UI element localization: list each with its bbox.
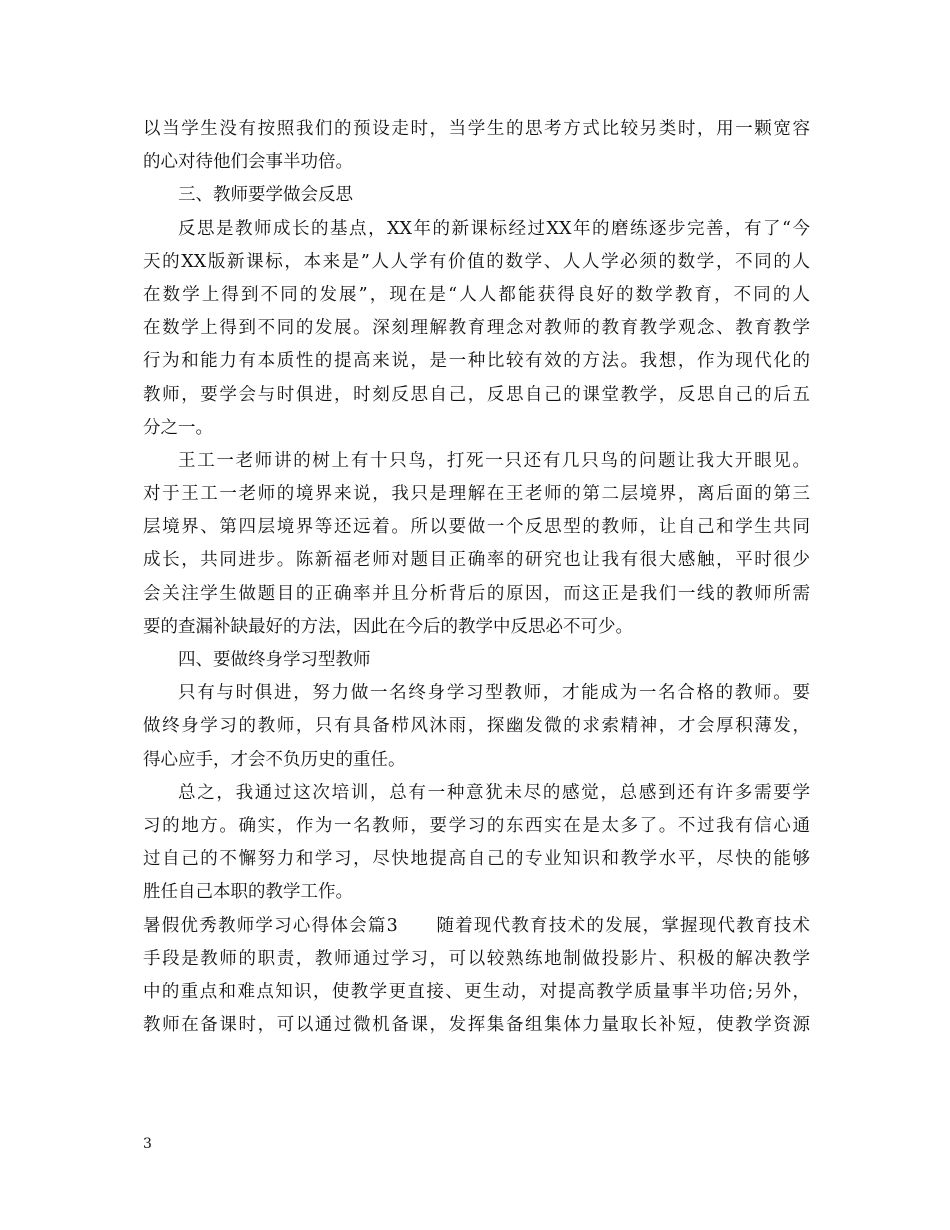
text-line: 天的XX版新课标，本来是”人人学有价值的数学、人人学必须的数学，不同的人: [143, 251, 810, 272]
text-line: 在数学上得到不同的发展”，现在是“人人都能获得良好的数学教育，不同的人: [143, 284, 810, 305]
text-line: 做终身学习的教师，只有具备栉风沐雨，探幽发微的求索精神，才会厚积薄发，: [143, 716, 810, 737]
text-line: 四、要做终身学习型教师: [178, 650, 371, 670]
text-line: 层境界、第四层境界等还远着。所以要做一个反思型的教师，让自己和学生共同: [143, 517, 810, 538]
text-line: 会关注学生做题目的正确率并且分析背后的原因，而这正是我们一线的教师所需: [143, 583, 810, 604]
text-line: 中的重点和难点知识，使教学更直接、更生动，对提高教学质量事半功倍;另外，: [143, 981, 810, 1002]
text-line: 教师在备课时，可以通过微机备课，发挥集备组集体力量取长补短，使教学资源: [143, 1015, 810, 1036]
text-line: 成长，共同进步。陈新福老师对题目正确率的研究也让我有很大感触，平时很少: [143, 550, 810, 571]
text-line: 行为和能力有本质性的提高来说，是一种比较有效的方法。我想，作为现代化的: [143, 351, 810, 372]
text-line: 总之，我通过这次培训，总有一种意犹未尽的感觉，总感到还有许多需要学: [178, 782, 810, 803]
text-line: 对于王工一老师的境界来说，我只是理解在王老师的第二层境界，离后面的第三: [143, 484, 810, 505]
text-line: 手段是教师的职责，教师通过学习，可以较熟练地制做投影片、积极的解决教学: [143, 948, 810, 969]
text-line: 反思是教师成长的基点，XX年的新课标经过XX年的磨练逐步完善，有了“今: [178, 218, 810, 239]
text-line: 暑假优秀教师学习心得体会篇3 随着现代教育技术的发展，掌握现代教育技术: [143, 915, 810, 936]
text-line: 胜任自己本职的教学工作。: [143, 882, 353, 903]
text-line: 只有与时俱进，努力做一名终身学习型教师，才能成为一名合格的教师。要: [178, 683, 810, 704]
text-line: 三、教师要学做会反思: [178, 185, 353, 206]
text-line: 以当学生没有按照我们的预设走时，当学生的思考方式比较另类时，用一颗宽容: [143, 119, 810, 139]
text-line: 教师，要学会与时俱进，时刻反思自己，反思自己的课堂教学，反思自己的后五: [143, 384, 810, 405]
text-line: 在数学上得到不同的发展。深刻理解教育理念对教师的教育教学观念、教育教学: [143, 318, 810, 339]
text-line: 过自己的不懈努力和学习，尽快地提高自己的专业知识和教学水平，尽快的能够: [143, 849, 810, 870]
text-line: 要的查漏补缺最好的方法，因此在今后的教学中反思必不可少。: [143, 616, 633, 637]
text-line: 习的地方。确实，作为一名教师，要学习的东西实在是太多了。不过我有信心通: [143, 815, 810, 836]
text-line: 分之一。: [143, 417, 213, 438]
text-line: 得心应手，才会不负历史的重任。: [143, 749, 406, 770]
text-line: 王工一老师讲的树上有十只鸟，打死一只还有几只鸟的问题让我大开眼见。: [178, 450, 810, 471]
page-number: 3: [143, 1136, 152, 1152]
document-body: [143, 113, 810, 1042]
text-line: 的心对待他们会事半功倍。: [143, 152, 353, 173]
